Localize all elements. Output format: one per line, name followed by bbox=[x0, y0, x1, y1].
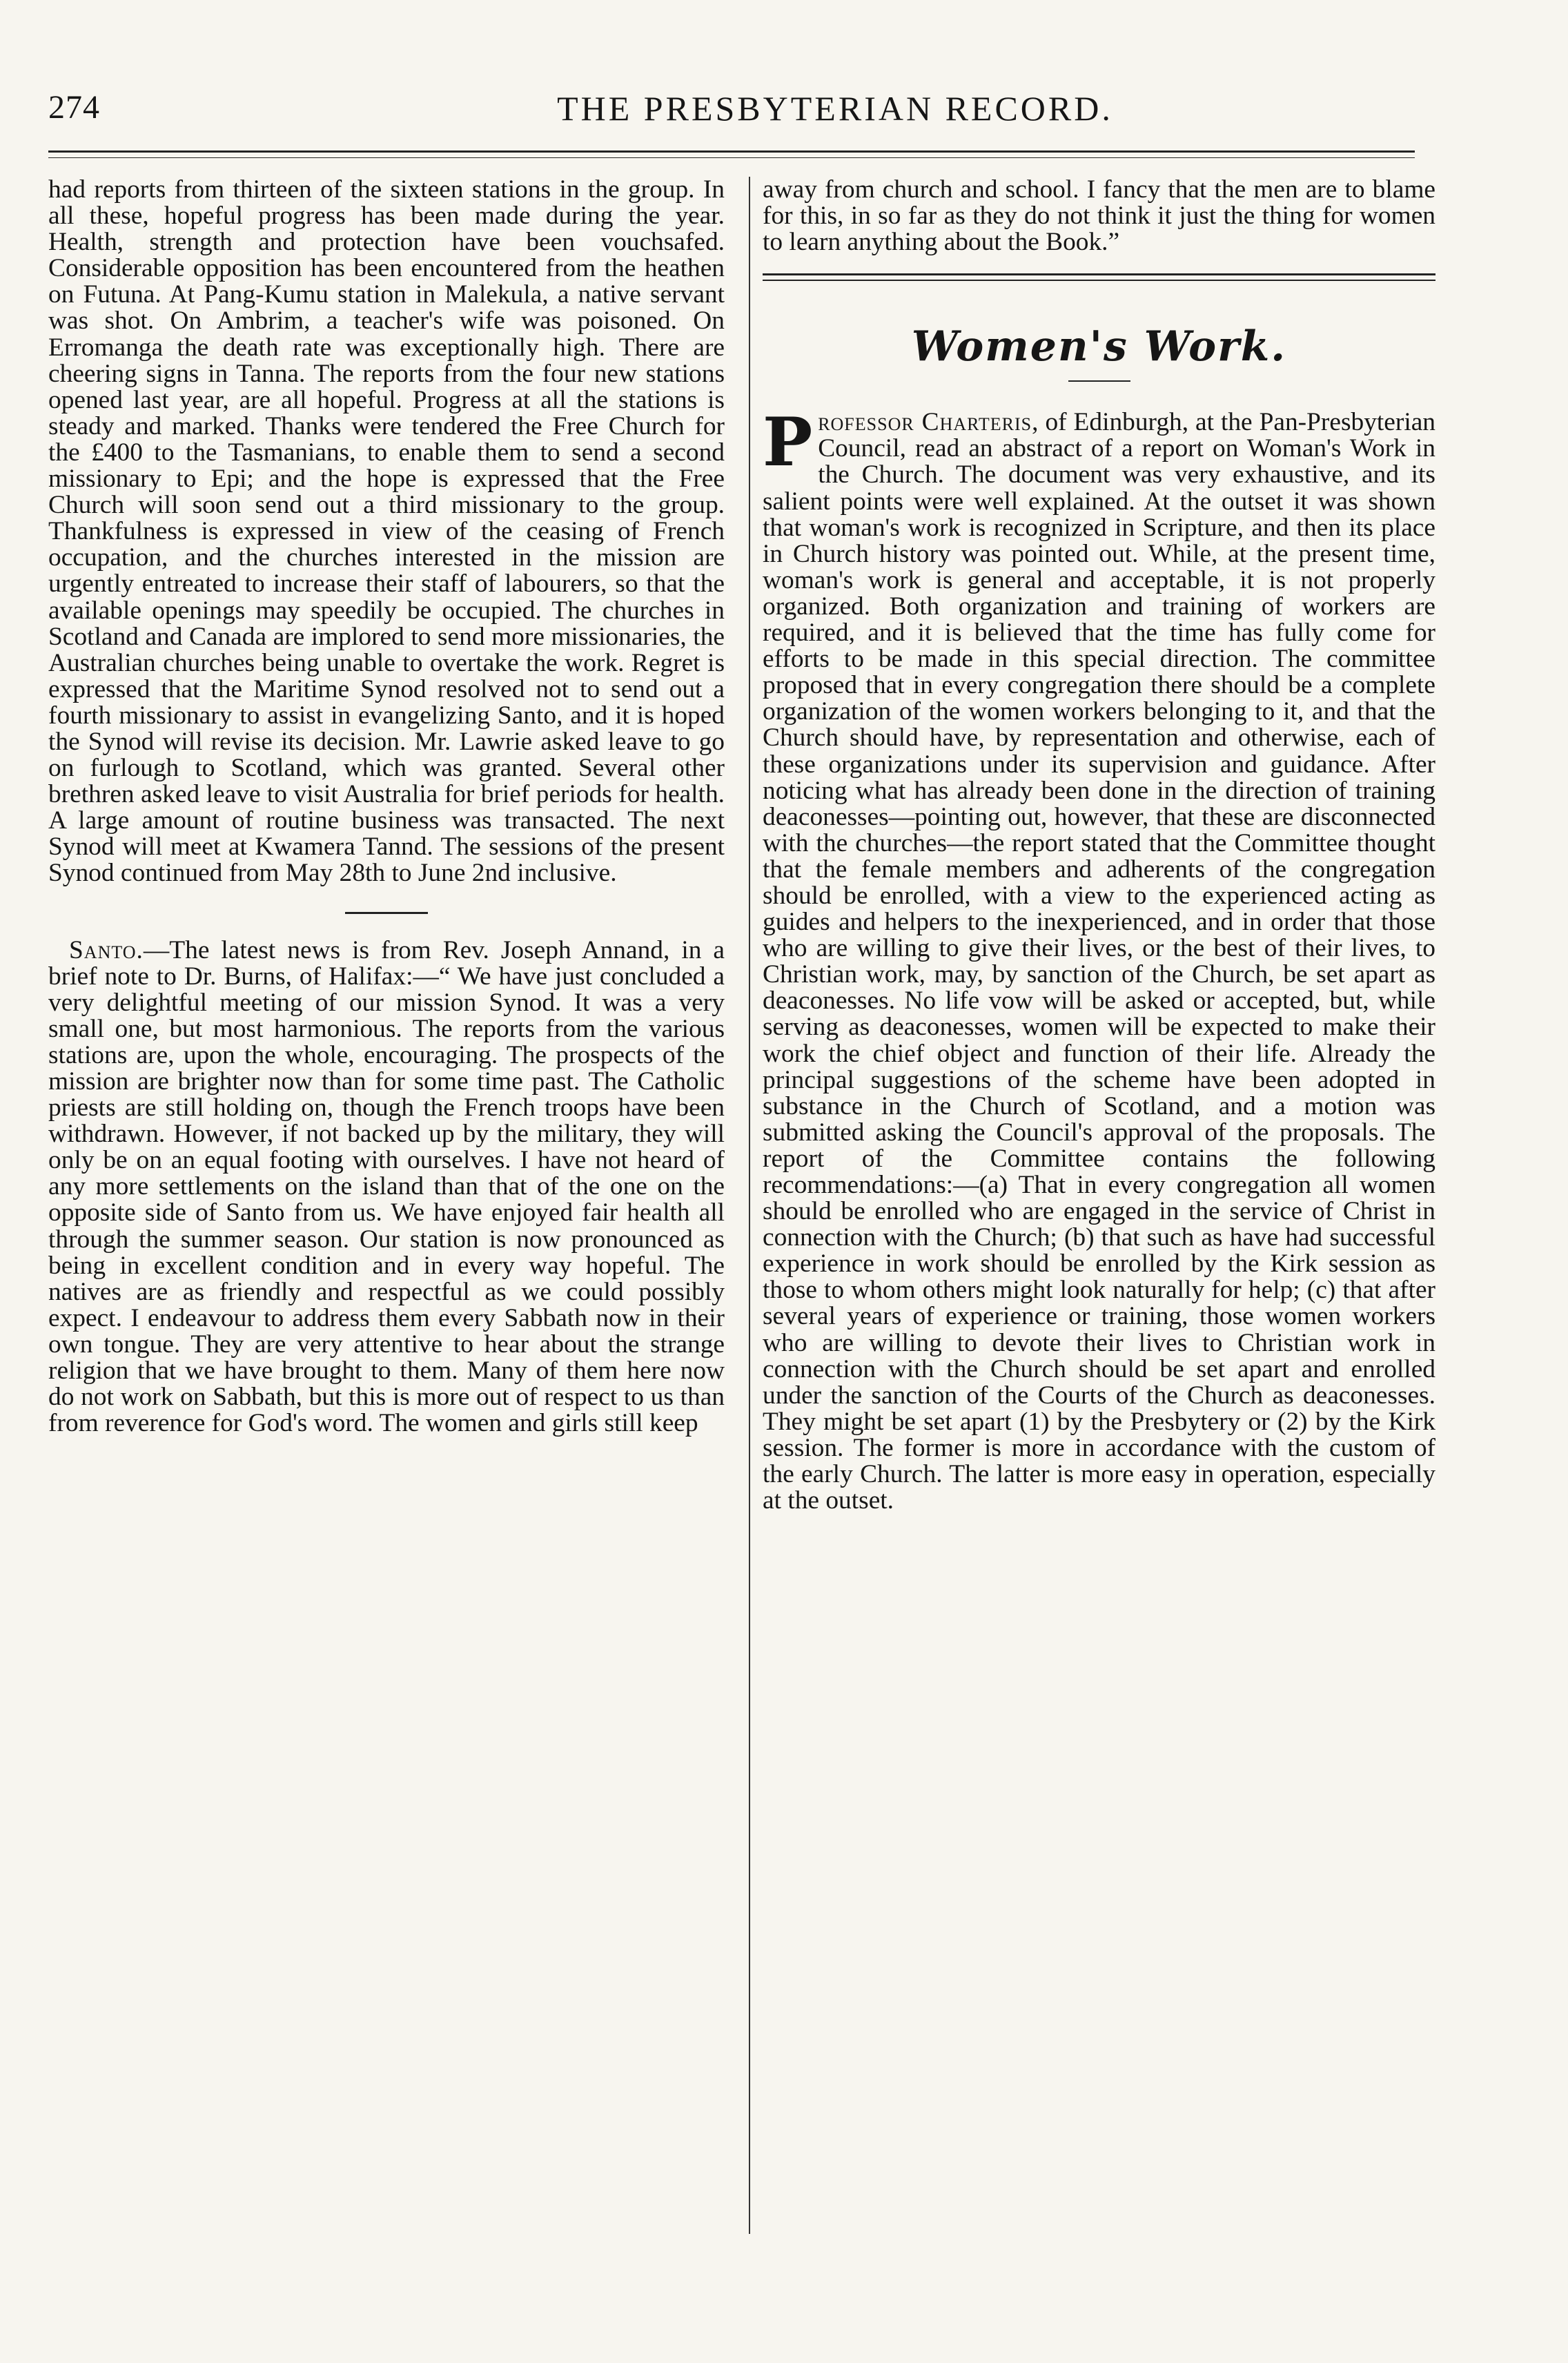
santo-text: —The latest news is from Rev. Joseph Annand, in a brief note to Dr. Burns, of Halifax:—“ We have just concluded a very delightful meeting of our mission Synod. It was a very small one, but most harmonious. The reports from the various stations are, upon the whole, encouraging. The prospects of the mission are brighter now than for some time past. The Catholic priests are still holding on, though the French troops have been withdrawn. However, if not backed up by the military, they will only be on an equal footing with ourselves. I have not heard of any more settlements on the island than that of the one on the opposite side of Santo from us. We have enjoyed fair health all through the summer season. Our station is now pronounced as being in excellent condition and in every way hopeful. The natives are as friendly and respectful as we could possibly expect. I endeavour to address them every Sabbath now in their own tongue. They are very attentive to hear about the strange religion that we have brought to them. Many of them here now do not work on Sabbath, but this is more out of respect to us than from reverence for God's word. The women and girls still keep bbox=[48, 935, 725, 1438]
page-number: 274 bbox=[48, 89, 100, 126]
header-rule-thin bbox=[48, 157, 1415, 158]
double-rule-divider bbox=[763, 273, 1435, 281]
santo-paragraph bbox=[48, 937, 725, 1437]
header-rule bbox=[48, 150, 1415, 153]
running-title: THE PRESBYTERIAN RECORD. bbox=[557, 89, 1113, 128]
page-header bbox=[48, 81, 1415, 144]
left-column bbox=[48, 177, 725, 2268]
continuation-paragraph: away from church and school. I fancy that the men are to blame for this, in so far as they do not think it just the thing for women to learn anything about the Book.” bbox=[763, 177, 1435, 257]
right-column bbox=[763, 177, 1435, 2268]
column-divider bbox=[749, 177, 750, 2234]
santo-lead: Santo. bbox=[69, 935, 144, 964]
mission-synod-paragraph: had reports from thirteen of the sixteen stations in the group. In all these, hopeful progress has been made during the year. Health, strength and protection have been vouchsafed. Considerable opposition has been encountered from the heathen on Futuna. At Pang-Kumu station in Malekula, a native servant was shot. On Ambrim, a teacher's wife was poisoned. On Erromanga the death rate was exceptionally high. There are cheering signs in Tanna. The reports from the four new stations opened last year, are all hopeful. Progress at all the stations is steady and marked. Thanks were tendered the Free Church for the £400 to the Tasmanians, to enable them to send a second missionary to Epi; and the hope is expressed that the Free Church will soon send out a third missionary to the group. Thankfulness is expressed in view of the ceasing of French occupation, and the churches interested in the mission are urgently entreated to increase their staff of labourers, so that the available openings may speedily be occupied. The churches in Scotland and Canada are implored to send more missionaries, the Australian churches being unable to overtake the work. Regret is expressed that the Maritime Synod resolved not to send out a fourth missionary to assist in evangelizing Santo, and it is hoped the Synod will revise its decision. Mr. Lawrie asked leave to go on furlough to Scotland, which was granted. Several other brethren asked leave to visit Australia for brief periods for health. A large amount of routine business was transacted. The next Synod will meet at Kwamera Tannd. The sessions of the present Synod continued from May 28th to June 2nd inclusive. bbox=[48, 177, 725, 888]
lead-small-caps: rofessor Charteris bbox=[818, 408, 1032, 437]
section-divider bbox=[345, 912, 428, 914]
drop-cap: P bbox=[763, 403, 813, 482]
section-heading: Women's Work. bbox=[911, 322, 1287, 371]
heading-rule bbox=[1068, 380, 1130, 382]
womens-work-paragraph bbox=[763, 403, 1435, 1515]
womens-work-text: , of Edinburgh, at the Pan-Presbyterian Council, read an abstract of a report on Woman's Work in the Church. The document was very exhaustive, and its salient points were well explained. At the outset it was shown that woman's work is recognized in Scripture, and then its place in Church history was pointed out. While, at the present time, woman's work is general and acceptable, it is not properly organized. Both organization and training of workers are required, and it is believed that the time has fully come for efforts to be made in this special direction. The committee proposed that in every congregation there should be a complete organization of the women workers belonging to it, and that the Church should have, by representation and otherwise, each of these organizations under its supervision and guidance. After noticing what has already been done in the direction of training deaconesses—pointing out, however, that these are disconnected with the churches—the report stated that the Committee thought that the female members and adherents of the congregation should be enrolled, with a view to the experienced acting as guides and helpers to the inexperienced, and in order that those who are willing to give their lives, or the best of their lives, to Christian work, may, by sanction of the Church, be set apart as deaconesses. No life vow will be asked or accepted, but, while serving as deaconesses, women will be expected to make their work the chief object and function of their life. Already the principal suggestions of the scheme have been adopted in substance in the Church of Scotland, and a motion was submitted asking the Council's approval of the proposals. The report of the Committee contains the following recommendations:—(a) That in every congregation all women should be enrolled who are engaged in the service of Christ in connection with the Church; (b) that such as have had successful experience in work should be enrolled by the Kirk session as those to whom others might look naturally for help; (c) that after several years of experience or training, those women workers who are willing to devote their lives to Christian work in connection with the Church should be set apart and enrolled under the sanction of the Courts of the Church as deaconesses. They might be set apart (1) by the Presbytery or (2) by the Kirk session. The former is more in accordance with the custom of the early Church. The latter is more easy in operation, especially at the outset. bbox=[763, 408, 1435, 1515]
